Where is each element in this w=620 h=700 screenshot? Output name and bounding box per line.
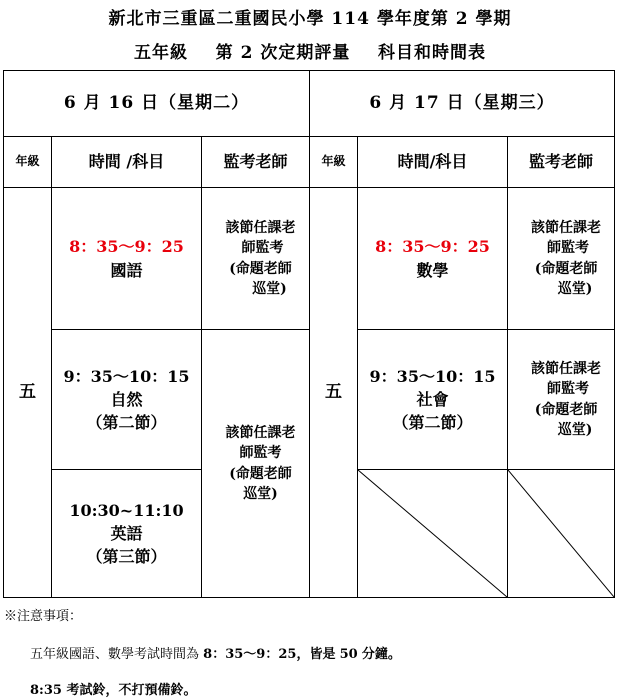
day2-empty-slot — [358, 470, 508, 598]
page-title: 新北市三重區二重國民小學 114 學年度第 2 學期 — [108, 9, 512, 29]
notes-line-1-b: ，皆是 — [296, 647, 336, 662]
proctor-line: 該節任課老 — [225, 424, 296, 441]
day1-proctor-1 — [202, 188, 310, 330]
page-subtitle — [0, 38, 620, 63]
day2-slot-1 — [358, 188, 508, 330]
notes-line-1-c: 分鐘。 — [361, 647, 401, 662]
notes-line-2: 8:35 考試鈴，不打預備鈴。 — [30, 683, 197, 698]
day1-slot-2-subject: 自然 — [110, 389, 143, 409]
proctor-line: (命題老師 — [534, 260, 598, 277]
notes-heading: ※注意事項： — [4, 609, 83, 624]
notes-line-1 — [30, 643, 401, 662]
proctor-line: 巡堂) — [557, 280, 593, 297]
subtitle-exam: 第 2 次定期評量 — [215, 43, 351, 63]
day2-empty-proctor — [508, 470, 615, 598]
proctor-line: 師監考 — [547, 381, 590, 398]
subtitle-subject: 科目和時間表 — [378, 43, 487, 63]
day1-slot-3-time: 10:30~11:10 — [69, 500, 184, 520]
subtitle-grade: 五年級 — [133, 43, 188, 63]
proctor-line: (命題老師 — [229, 260, 292, 277]
proctor-line: 師監考 — [547, 240, 590, 257]
proctor-line: 巡堂) — [243, 485, 278, 502]
day1-slot-2 — [52, 330, 202, 470]
notes-line-1-a: 五年級國語、數學考試時間為 — [30, 647, 200, 662]
day2-slot-2 — [358, 330, 508, 470]
day1-slot-2-time: 9：35～10：15 — [63, 366, 190, 386]
header-time-subject-2: 時間/科目 — [358, 137, 508, 188]
header-grade-1: 年級 — [4, 137, 52, 188]
day2-slot-2-time: 9：35～10：15 — [369, 366, 496, 386]
proctor-line: 師監考 — [241, 240, 284, 257]
proctor-line: (命題老師 — [229, 465, 292, 482]
day1-date: 6 月 16 日（星期二） — [4, 71, 310, 137]
day2-slot-1-time: 8：35～9：25 — [375, 237, 490, 257]
schedule-table — [3, 70, 615, 598]
day2-proctor-1 — [508, 188, 615, 330]
proctor-line: 該節任課老 — [225, 219, 296, 236]
diagonal-line — [508, 470, 614, 597]
day1-slot-3-session: （第三節） — [86, 547, 167, 567]
header-time-subject-1: 時間 /科目 — [52, 137, 202, 188]
day2-grade: 五 — [310, 188, 358, 598]
day2-slot-1-subject: 數學 — [416, 260, 449, 280]
day1-slot-1 — [52, 188, 202, 330]
header-proctor-2: 監考老師 — [508, 137, 615, 188]
proctor-line: 師監考 — [239, 445, 282, 462]
proctor-line: 該節任課老 — [531, 219, 602, 236]
day1-proctor-2 — [202, 330, 310, 598]
day1-slot-3 — [52, 470, 202, 598]
day2-slot-2-session: （第二節） — [392, 413, 473, 433]
day2-slot-2-subject: 社會 — [416, 389, 449, 409]
day1-slot-1-subject: 國語 — [110, 260, 143, 280]
header-grade-2: 年級 — [310, 137, 358, 188]
day1-slot-3-subject: 英語 — [110, 523, 143, 543]
day1-slot-2-session: （第二節） — [86, 413, 167, 433]
day1-grade: 五 — [4, 188, 52, 598]
proctor-line: 巡堂) — [252, 280, 287, 297]
proctor-line: (命題老師 — [534, 401, 598, 418]
notes-line-1-min: 50 — [339, 647, 358, 662]
header-proctor-1: 監考老師 — [202, 137, 310, 188]
notes-line-1-time: 8：35～9：25 — [203, 647, 297, 662]
diagonal-line — [358, 470, 507, 597]
proctor-line: 該節任課老 — [531, 360, 602, 377]
day2-proctor-2 — [508, 330, 615, 470]
day2-date: 6 月 17 日（星期三） — [310, 71, 615, 137]
proctor-line: 巡堂) — [557, 421, 593, 438]
day1-slot-1-time: 8：35～9：25 — [69, 237, 184, 257]
